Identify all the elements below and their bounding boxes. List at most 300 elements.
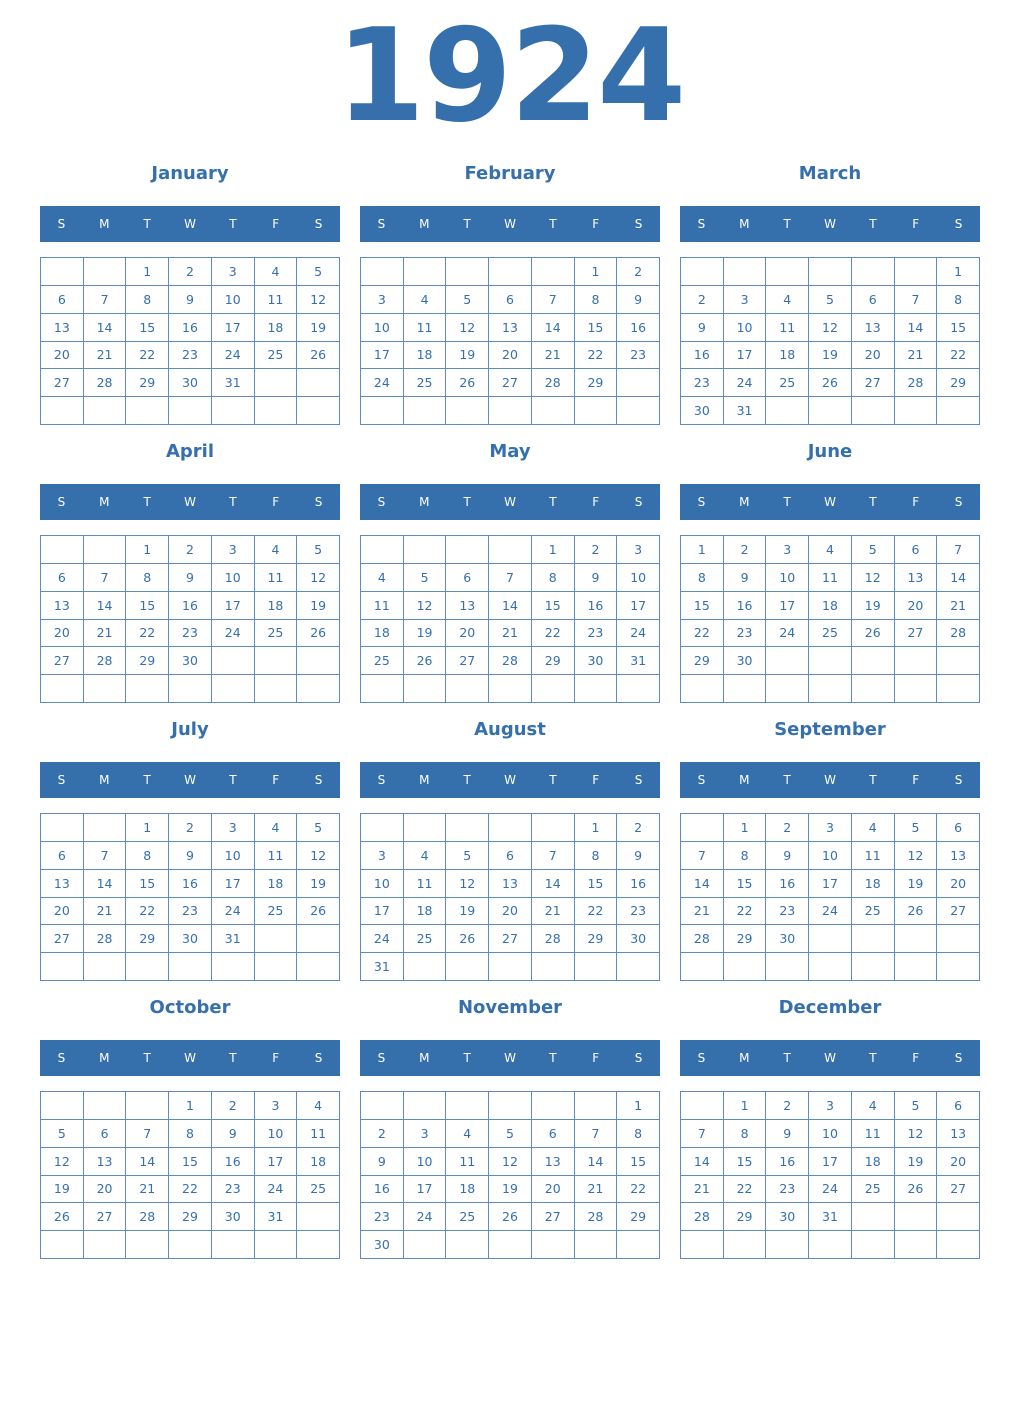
day-cell: 15 <box>724 870 767 898</box>
day-cell: 15 <box>575 870 618 898</box>
weekday-label: T <box>229 217 237 231</box>
day-cell: 10 <box>766 564 809 592</box>
day-cell: 13 <box>937 842 980 870</box>
empty-day-cell <box>84 675 127 703</box>
day-cell: 7 <box>126 1120 169 1148</box>
day-cell: 5 <box>809 286 852 314</box>
day-cell: 25 <box>255 620 298 648</box>
weekday-label: M <box>99 773 110 787</box>
day-cell: 20 <box>489 342 532 370</box>
day-cell: 5 <box>446 842 489 870</box>
weekday-label: S <box>314 1051 323 1065</box>
day-cell: 27 <box>937 898 980 926</box>
empty-day-cell <box>255 397 298 425</box>
day-cell: 3 <box>809 814 852 842</box>
day-cell: 19 <box>41 1176 84 1204</box>
day-cell: 8 <box>126 286 169 314</box>
empty-day-cell <box>404 1092 447 1120</box>
weekday-label: M <box>99 1051 110 1065</box>
empty-day-cell <box>255 925 298 953</box>
weekday-header <box>360 484 660 520</box>
day-cell: 25 <box>255 898 298 926</box>
day-cell: 4 <box>809 536 852 564</box>
weekday-label: T <box>549 1051 557 1065</box>
empty-day-cell <box>766 647 809 675</box>
empty-day-cell <box>41 1231 84 1259</box>
day-cell: 3 <box>212 258 255 286</box>
empty-day-cell <box>852 675 895 703</box>
day-cell: 30 <box>766 925 809 953</box>
weekday-label: W <box>504 1051 516 1065</box>
empty-day-cell <box>404 675 447 703</box>
day-cell: 21 <box>532 342 575 370</box>
empty-day-cell <box>681 1231 724 1259</box>
empty-day-cell <box>41 1092 84 1120</box>
weekday-label: S <box>57 773 66 787</box>
empty-day-cell <box>126 675 169 703</box>
day-cell: 16 <box>169 592 212 620</box>
day-cell: 12 <box>446 314 489 342</box>
day-cell: 23 <box>212 1176 255 1204</box>
day-cell: 24 <box>404 1203 447 1231</box>
empty-day-cell <box>404 1231 447 1259</box>
month-name: November <box>457 997 563 1018</box>
month-name: July <box>171 719 209 740</box>
day-cell: 24 <box>809 898 852 926</box>
weekday-label: S <box>377 495 386 509</box>
day-cell: 14 <box>84 870 127 898</box>
day-cell: 1 <box>937 258 980 286</box>
empty-day-cell <box>937 675 980 703</box>
weekday-label: S <box>377 773 386 787</box>
day-cell: 17 <box>617 592 660 620</box>
day-cell: 10 <box>809 1120 852 1148</box>
day-cell: 12 <box>297 286 340 314</box>
day-cell: 3 <box>766 536 809 564</box>
empty-day-cell <box>489 258 532 286</box>
weekday-label: T <box>783 495 791 509</box>
day-cell: 27 <box>41 369 84 397</box>
weekday-label: T <box>143 773 151 787</box>
day-cell: 26 <box>297 620 340 648</box>
day-cell: 16 <box>575 592 618 620</box>
empty-day-cell <box>895 1203 938 1231</box>
day-cell: 23 <box>724 620 767 648</box>
day-cell: 28 <box>681 925 724 953</box>
day-grid <box>40 813 340 981</box>
day-cell: 13 <box>489 870 532 898</box>
day-cell: 15 <box>724 1148 767 1176</box>
empty-day-cell <box>532 1231 575 1259</box>
day-cell: 26 <box>41 1203 84 1231</box>
empty-day-cell <box>895 647 938 675</box>
day-cell: 20 <box>84 1176 127 1204</box>
day-cell: 1 <box>169 1092 212 1120</box>
weekday-label: T <box>463 217 471 231</box>
empty-day-cell <box>446 258 489 286</box>
day-cell: 18 <box>404 898 447 926</box>
day-cell: 3 <box>724 286 767 314</box>
empty-day-cell <box>937 925 980 953</box>
weekday-header <box>40 206 340 242</box>
day-cell: 19 <box>297 314 340 342</box>
empty-day-cell <box>446 675 489 703</box>
weekday-label: S <box>954 773 963 787</box>
day-cell: 25 <box>255 342 298 370</box>
empty-day-cell <box>681 1092 724 1120</box>
day-cell: 9 <box>617 842 660 870</box>
day-cell: 10 <box>361 870 404 898</box>
empty-day-cell <box>489 1231 532 1259</box>
day-cell: 12 <box>489 1148 532 1176</box>
day-cell: 12 <box>852 564 895 592</box>
day-cell: 15 <box>937 314 980 342</box>
day-cell: 30 <box>169 647 212 675</box>
empty-day-cell <box>84 536 127 564</box>
empty-day-cell <box>809 397 852 425</box>
weekday-label: T <box>549 773 557 787</box>
empty-day-cell <box>446 536 489 564</box>
day-cell: 16 <box>617 314 660 342</box>
day-cell: 24 <box>212 898 255 926</box>
day-cell: 18 <box>852 1148 895 1176</box>
day-cell: 24 <box>212 342 255 370</box>
empty-day-cell <box>84 814 127 842</box>
day-cell: 23 <box>766 1176 809 1204</box>
day-cell: 29 <box>126 369 169 397</box>
day-cell: 23 <box>681 369 724 397</box>
empty-day-cell <box>532 814 575 842</box>
day-cell: 13 <box>41 592 84 620</box>
day-cell: 22 <box>126 342 169 370</box>
empty-day-cell <box>169 953 212 981</box>
day-cell: 12 <box>809 314 852 342</box>
weekday-label: F <box>592 1051 600 1065</box>
day-cell: 3 <box>809 1092 852 1120</box>
empty-day-cell <box>724 258 767 286</box>
day-cell: 3 <box>361 842 404 870</box>
day-cell: 9 <box>766 842 809 870</box>
weekday-label: S <box>377 217 386 231</box>
weekday-label: T <box>549 217 557 231</box>
day-cell: 11 <box>255 564 298 592</box>
weekday-label: T <box>463 495 471 509</box>
day-cell: 11 <box>404 870 447 898</box>
day-cell: 10 <box>617 564 660 592</box>
empty-day-cell <box>532 953 575 981</box>
weekday-label: S <box>57 1051 66 1065</box>
day-cell: 21 <box>489 620 532 648</box>
day-cell: 22 <box>617 1176 660 1204</box>
day-cell: 21 <box>126 1176 169 1204</box>
empty-day-cell <box>169 675 212 703</box>
day-cell: 4 <box>446 1120 489 1148</box>
empty-day-cell <box>361 675 404 703</box>
day-cell: 14 <box>681 1148 724 1176</box>
day-cell: 28 <box>895 369 938 397</box>
day-cell: 20 <box>41 342 84 370</box>
empty-day-cell <box>361 1092 404 1120</box>
day-cell: 5 <box>297 258 340 286</box>
day-cell: 13 <box>41 314 84 342</box>
day-grid <box>360 257 660 425</box>
empty-day-cell <box>724 675 767 703</box>
day-cell: 25 <box>404 369 447 397</box>
day-cell: 18 <box>255 314 298 342</box>
day-cell: 22 <box>575 342 618 370</box>
empty-day-cell <box>41 675 84 703</box>
day-cell: 4 <box>404 842 447 870</box>
day-cell: 8 <box>617 1120 660 1148</box>
day-cell: 9 <box>169 286 212 314</box>
day-cell: 16 <box>766 870 809 898</box>
day-cell: 23 <box>575 620 618 648</box>
empty-day-cell <box>297 675 340 703</box>
day-cell: 10 <box>255 1120 298 1148</box>
weekday-label: T <box>463 1051 471 1065</box>
day-cell: 22 <box>126 898 169 926</box>
day-cell: 9 <box>212 1120 255 1148</box>
day-cell: 5 <box>297 814 340 842</box>
day-cell: 24 <box>766 620 809 648</box>
weekday-label: W <box>184 495 196 509</box>
empty-day-cell <box>212 1231 255 1259</box>
weekday-label: M <box>99 217 110 231</box>
empty-day-cell <box>809 675 852 703</box>
day-cell: 1 <box>126 814 169 842</box>
empty-day-cell <box>937 397 980 425</box>
day-cell: 15 <box>169 1148 212 1176</box>
day-cell: 4 <box>297 1092 340 1120</box>
empty-day-cell <box>297 1231 340 1259</box>
day-cell: 16 <box>724 592 767 620</box>
day-cell: 18 <box>446 1176 489 1204</box>
day-cell: 17 <box>212 592 255 620</box>
day-cell: 6 <box>852 286 895 314</box>
day-cell: 11 <box>852 1120 895 1148</box>
day-cell: 29 <box>617 1203 660 1231</box>
day-cell: 17 <box>809 1148 852 1176</box>
day-cell: 31 <box>212 369 255 397</box>
day-cell: 29 <box>126 925 169 953</box>
day-cell: 21 <box>84 620 127 648</box>
empty-day-cell <box>532 1092 575 1120</box>
empty-day-cell <box>297 1203 340 1231</box>
day-cell: 17 <box>766 592 809 620</box>
weekday-label: S <box>57 217 66 231</box>
empty-day-cell <box>532 675 575 703</box>
weekday-label: F <box>592 495 600 509</box>
day-cell: 4 <box>255 536 298 564</box>
empty-day-cell <box>766 397 809 425</box>
day-cell: 19 <box>852 592 895 620</box>
empty-day-cell <box>937 1231 980 1259</box>
empty-day-cell <box>681 258 724 286</box>
empty-day-cell <box>212 953 255 981</box>
day-cell: 24 <box>724 369 767 397</box>
day-cell: 12 <box>404 592 447 620</box>
weekday-header <box>40 1040 340 1076</box>
weekday-label: T <box>229 495 237 509</box>
empty-day-cell <box>852 953 895 981</box>
day-cell: 5 <box>895 1092 938 1120</box>
empty-day-cell <box>617 397 660 425</box>
weekday-header <box>40 762 340 798</box>
day-cell: 23 <box>617 898 660 926</box>
day-cell: 11 <box>361 592 404 620</box>
day-cell: 24 <box>361 369 404 397</box>
weekday-label: T <box>229 773 237 787</box>
weekday-label: F <box>272 1051 280 1065</box>
day-cell: 15 <box>532 592 575 620</box>
day-cell: 1 <box>575 814 618 842</box>
weekday-label: W <box>824 217 836 231</box>
weekday-label: T <box>783 1051 791 1065</box>
empty-day-cell <box>617 369 660 397</box>
day-cell: 8 <box>126 564 169 592</box>
day-cell: 2 <box>766 1092 809 1120</box>
day-cell: 26 <box>297 898 340 926</box>
empty-day-cell <box>852 1231 895 1259</box>
day-cell: 5 <box>852 536 895 564</box>
day-cell: 20 <box>937 870 980 898</box>
day-cell: 9 <box>681 314 724 342</box>
day-cell: 11 <box>852 842 895 870</box>
day-cell: 24 <box>255 1176 298 1204</box>
weekday-label: F <box>912 1051 920 1065</box>
day-cell: 11 <box>446 1148 489 1176</box>
day-cell: 28 <box>489 647 532 675</box>
weekday-label: W <box>184 1051 196 1065</box>
empty-day-cell <box>681 814 724 842</box>
empty-day-cell <box>809 953 852 981</box>
day-cell: 29 <box>532 647 575 675</box>
day-cell: 6 <box>446 564 489 592</box>
day-cell: 9 <box>575 564 618 592</box>
day-cell: 26 <box>895 1176 938 1204</box>
empty-day-cell <box>532 397 575 425</box>
empty-day-cell <box>169 1231 212 1259</box>
day-cell: 23 <box>169 620 212 648</box>
empty-day-cell <box>361 258 404 286</box>
day-cell: 6 <box>41 842 84 870</box>
day-cell: 27 <box>41 925 84 953</box>
empty-day-cell <box>489 814 532 842</box>
month-name: April <box>165 441 215 462</box>
day-cell: 2 <box>361 1120 404 1148</box>
day-cell: 12 <box>41 1148 84 1176</box>
day-cell: 30 <box>212 1203 255 1231</box>
empty-day-cell <box>297 953 340 981</box>
empty-day-cell <box>766 258 809 286</box>
day-cell: 19 <box>404 620 447 648</box>
day-cell: 26 <box>446 369 489 397</box>
day-cell: 31 <box>361 953 404 981</box>
day-cell: 9 <box>169 564 212 592</box>
day-cell: 30 <box>361 1231 404 1259</box>
day-cell: 3 <box>255 1092 298 1120</box>
empty-day-cell <box>489 397 532 425</box>
empty-day-cell <box>404 397 447 425</box>
day-cell: 23 <box>169 898 212 926</box>
day-grid <box>360 535 660 703</box>
empty-day-cell <box>937 647 980 675</box>
day-cell: 8 <box>724 842 767 870</box>
day-cell: 28 <box>532 369 575 397</box>
day-cell: 6 <box>532 1120 575 1148</box>
empty-day-cell <box>361 814 404 842</box>
weekday-label: T <box>869 1051 877 1065</box>
empty-day-cell <box>895 397 938 425</box>
weekday-label: F <box>912 217 920 231</box>
day-cell: 30 <box>169 369 212 397</box>
weekday-label: S <box>634 217 643 231</box>
empty-day-cell <box>297 397 340 425</box>
day-cell: 9 <box>169 842 212 870</box>
empty-day-cell <box>404 258 447 286</box>
month-name: June <box>807 441 853 462</box>
day-cell: 22 <box>575 898 618 926</box>
day-cell: 31 <box>809 1203 852 1231</box>
day-cell: 29 <box>724 1203 767 1231</box>
weekday-label: S <box>954 1051 963 1065</box>
empty-day-cell <box>41 258 84 286</box>
empty-day-cell <box>297 925 340 953</box>
month-name: August <box>474 719 546 740</box>
day-cell: 6 <box>937 1092 980 1120</box>
day-cell: 11 <box>255 286 298 314</box>
day-cell: 27 <box>489 369 532 397</box>
day-cell: 25 <box>446 1203 489 1231</box>
empty-day-cell <box>41 953 84 981</box>
day-cell: 30 <box>681 397 724 425</box>
day-cell: 20 <box>895 592 938 620</box>
empty-day-cell <box>126 953 169 981</box>
weekday-label: T <box>463 773 471 787</box>
day-cell: 7 <box>575 1120 618 1148</box>
day-cell: 15 <box>126 314 169 342</box>
day-cell: 15 <box>126 592 169 620</box>
day-cell: 27 <box>937 1176 980 1204</box>
day-cell: 10 <box>361 314 404 342</box>
weekday-label: M <box>419 217 430 231</box>
month-name: January <box>151 163 229 184</box>
day-cell: 19 <box>297 870 340 898</box>
day-cell: 2 <box>766 814 809 842</box>
day-cell: 20 <box>532 1176 575 1204</box>
day-cell: 3 <box>212 536 255 564</box>
empty-day-cell <box>724 953 767 981</box>
day-cell: 2 <box>212 1092 255 1120</box>
day-cell: 24 <box>809 1176 852 1204</box>
day-cell: 4 <box>361 564 404 592</box>
day-cell: 18 <box>255 870 298 898</box>
empty-day-cell <box>255 675 298 703</box>
day-cell: 9 <box>724 564 767 592</box>
empty-day-cell <box>895 258 938 286</box>
day-cell: 1 <box>126 536 169 564</box>
day-cell: 9 <box>766 1120 809 1148</box>
day-grid <box>360 813 660 981</box>
day-cell: 29 <box>575 369 618 397</box>
day-cell: 19 <box>895 1148 938 1176</box>
weekday-label: T <box>869 773 877 787</box>
day-cell: 14 <box>126 1148 169 1176</box>
empty-day-cell <box>169 397 212 425</box>
day-cell: 17 <box>724 342 767 370</box>
empty-day-cell <box>724 1231 767 1259</box>
day-cell: 14 <box>532 870 575 898</box>
